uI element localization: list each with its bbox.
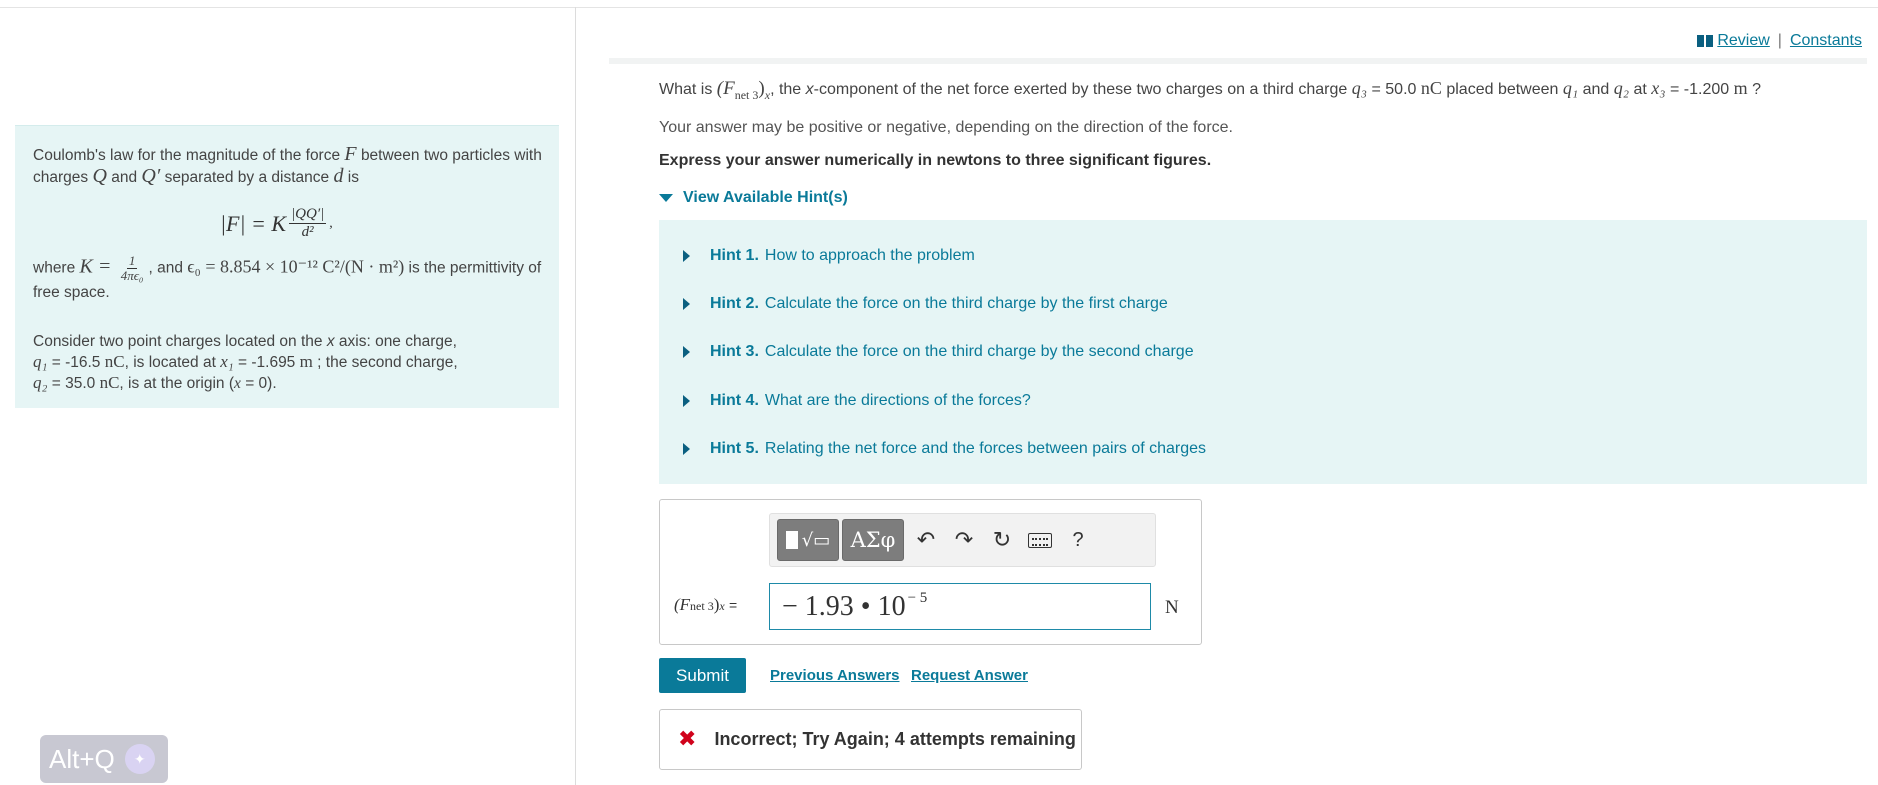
- caret-right-icon: [683, 443, 690, 455]
- undo-icon[interactable]: ↶: [916, 527, 936, 553]
- hint-5[interactable]: Hint 5. Relating the net force and the forces between pairs of charges: [683, 440, 1206, 458]
- hint-1[interactable]: Hint 1. How to approach the problem: [683, 247, 975, 265]
- submit-button[interactable]: Submit: [659, 658, 746, 693]
- caret-right-icon: [683, 250, 690, 262]
- panel-divider: [575, 7, 576, 785]
- previous-answers-link[interactable]: Previous Answers: [770, 667, 900, 684]
- book-icon: [1697, 35, 1713, 47]
- unit-label: N: [1165, 597, 1179, 618]
- math-toolbar: [769, 513, 1156, 567]
- constants-link[interactable]: Constants: [1789, 32, 1862, 49]
- coulomb-intro-text: Coulomb's law for the magnitude of the force F between two particles with charges Q and Q′ separated by a distance d is: [33, 143, 542, 187]
- caret-down-icon: [659, 194, 673, 202]
- radical-icon: √▭: [801, 529, 831, 551]
- answer-instructions: Express your answer numerically in newtons to three significant figures.: [659, 152, 1212, 169]
- top-border: [0, 7, 1878, 8]
- accessibility-icon: ✦: [125, 744, 155, 774]
- error-x-icon: ✖: [678, 727, 697, 752]
- alt-q-accessibility-button[interactable]: Alt+Q ✦: [40, 735, 168, 783]
- answer-input[interactable]: − 1.93 • 10 $^{- 5}$: [769, 583, 1151, 630]
- answer-label: (Fnet 3)x =: [674, 595, 738, 614]
- links-bar: Review | Constants: [609, 28, 1867, 64]
- problem-info-panel: [15, 125, 559, 408]
- answer-sign-note: Your answer may be positive or negative, depending on the direction of the force.: [659, 119, 1233, 136]
- keyboard-icon: [1028, 533, 1052, 548]
- caret-right-icon: [683, 395, 690, 407]
- review-link[interactable]: Review: [1717, 32, 1770, 49]
- coulomb-formula: |F| = K $\frac{|QQ'|}{\text{d²}}$ ,: [220, 206, 333, 240]
- keyboard-button[interactable]: [1021, 519, 1059, 561]
- caret-right-icon: [683, 346, 690, 358]
- constant-definition-text: where K = $\frac{1}{\text{4πϵ₀}}$ , and ϵ₀ = 8.854 × 10⁻¹² C²/(N · m²) is the permittivity of free space.: [33, 253, 542, 301]
- request-answer-link[interactable]: Request Answer: [911, 667, 1028, 684]
- hint-2[interactable]: Hint 2. Calculate the force on the third charge by the first charge: [683, 295, 1168, 313]
- answer-entry-box: [659, 499, 1202, 645]
- redo-icon[interactable]: ↷: [954, 527, 974, 553]
- hints-panel: [659, 220, 1867, 484]
- reset-icon[interactable]: ↻: [992, 527, 1012, 553]
- help-button[interactable]: ?: [1072, 528, 1084, 551]
- greek-symbols-button[interactable]: ΑΣφ: [842, 519, 904, 561]
- question-text: What is $(F_{net 3})_x$, the x-component of the net force exerted by these two charges on a third charge q₃ = 50.0 nC placed between q₁ and q₂ at x₃ = -1.200 m ?: [659, 78, 1761, 102]
- view-hints-toggle[interactable]: View Available Hint(s): [659, 189, 848, 207]
- caret-right-icon: [683, 298, 690, 310]
- square-icon: [786, 531, 798, 549]
- hint-3[interactable]: Hint 3. Calculate the force on the third charge by the second charge: [683, 343, 1194, 361]
- feedback-message: ✖ Incorrect; Try Again; 4 attempts remaining: [659, 709, 1082, 770]
- templates-button[interactable]: [777, 519, 839, 561]
- hint-4[interactable]: Hint 4. What are the directions of the forces?: [683, 392, 1031, 410]
- charges-description-text: Consider two point charges located on the x axis: one charge, q₁ = -16.5 nC, is located at x₁ = -1.695 m ; the second charge, q₂ = 35.0 nC, is at the origin (x = 0).: [33, 333, 458, 392]
